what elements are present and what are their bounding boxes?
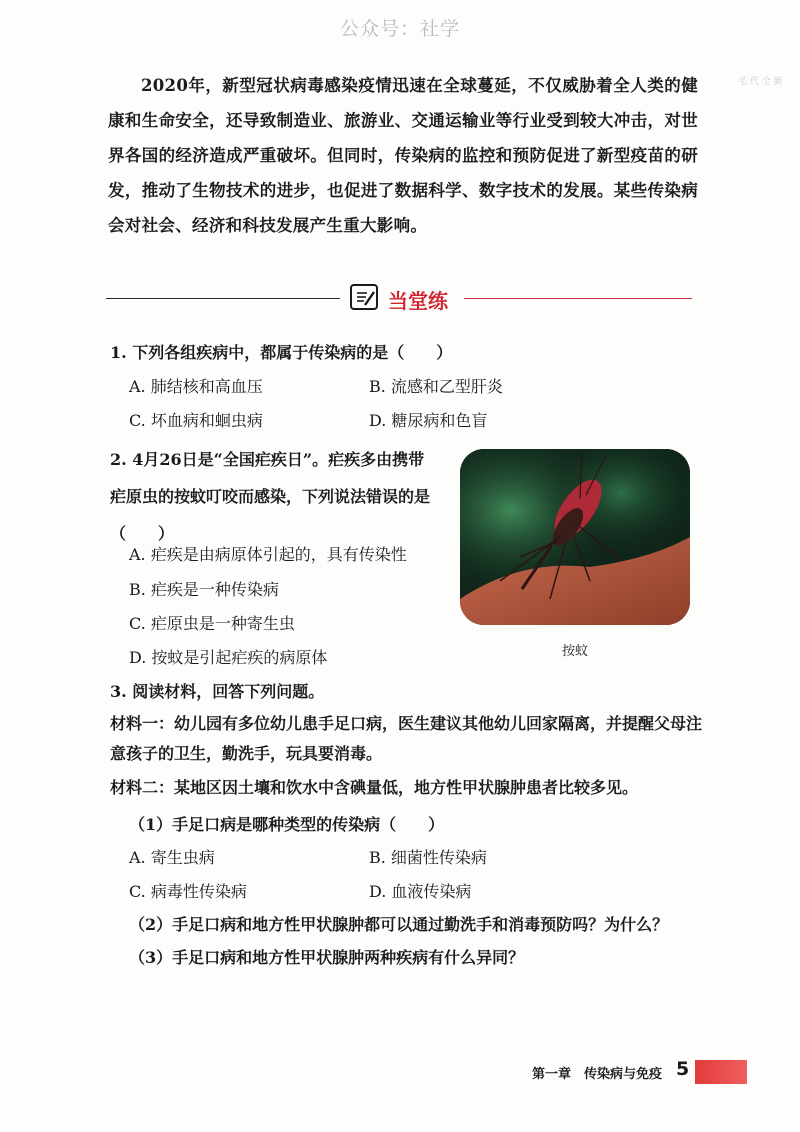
section-rule-right	[464, 298, 692, 299]
corner-mark: 毛 代 全 新	[738, 77, 783, 87]
photo-caption: 按蚊	[562, 644, 589, 659]
q3-material-1: 材料一：幼儿园有多位幼儿患手足口病，医生建议其他幼儿回家隔离，并提醒父母注意孩子的卫生，勤洗手，玩具要消毒。	[110, 714, 703, 763]
section-title: 当堂练	[388, 289, 448, 313]
page-number: 5	[676, 1058, 690, 1080]
mosquito-photo	[460, 449, 690, 625]
notepad-pen-icon	[350, 284, 378, 310]
intro-paragraph: 2020年，新型冠状病毒感染疫情迅速在全球蔓延，不仅威胁着全人类的健康和生命安全，还导致制造业、旅游业、交通运输业等行业受到较大冲击，对世界各国的经济造成严重破坏。但同时，传染病的监控和预防促进了新型疫苗的研发，推动了生物技术的进步，也促进了数据科学、数字技术的发展。某些传染病会对社会、经济和科技发展产生重大影响。	[108, 76, 698, 235]
q2-option-b: B. 疟疾是一种传染病	[129, 580, 279, 599]
q1-option-d: D. 糖尿病和色盲	[369, 411, 488, 430]
q1-stem: 1. 下列各组疾病中，都属于传染病的是（ ）	[110, 343, 453, 362]
q2-option-d: D. 按蚊是引起疟疾的病原体	[129, 648, 328, 667]
q3-sub1-stem: （1）手足口病是哪种类型的传染病（ ）	[129, 815, 445, 834]
q3-sub1-option-c: C. 病毒性传染病	[129, 882, 247, 901]
q3-sub1-option-d: D. 血液传染病	[369, 882, 472, 901]
watermark: 公众号：社学	[339, 18, 460, 40]
q1-option-a: A. 肺结核和高血压	[129, 377, 263, 396]
chapter-footer: 第一章 传染病与免疫	[532, 1067, 663, 1082]
q3-stem: 3. 阅读材料，回答下列问题。	[110, 682, 325, 701]
section-rule-left	[106, 298, 340, 299]
q3-material-2: 材料二：某地区因土壤和饮水中含碘量低，地方性甲状腺肿患者比较多见。	[110, 778, 639, 797]
q3-sub2: （2）手足口病和地方性甲状腺肿都可以通过勤洗手和消毒预防吗？为什么？	[129, 915, 669, 934]
q1-option-b: B. 流感和乙型肝炎	[369, 377, 503, 396]
q3-sub1-option-b: B. 细菌性传染病	[369, 848, 487, 867]
q1-option-c: C. 坏血病和蛔虫病	[129, 411, 263, 430]
q2-stem: 2. 4月26日是“全国疟疾日”。疟疾多由携带疟原虫的按蚊叮咬而感染，下列说法错误的是（ ）	[110, 450, 431, 543]
page-tab	[695, 1060, 747, 1084]
q2-option-a: A. 疟疾是由病原体引起的，具有传染性	[129, 545, 407, 564]
q3-sub1-option-a: A. 寄生虫病	[129, 848, 215, 867]
q2-option-c: C. 疟原虫是一种寄生虫	[129, 614, 295, 633]
q3-sub3: （3）手足口病和地方性甲状腺肿两种疾病有什么异同？	[129, 948, 525, 967]
section-header	[106, 283, 692, 313]
